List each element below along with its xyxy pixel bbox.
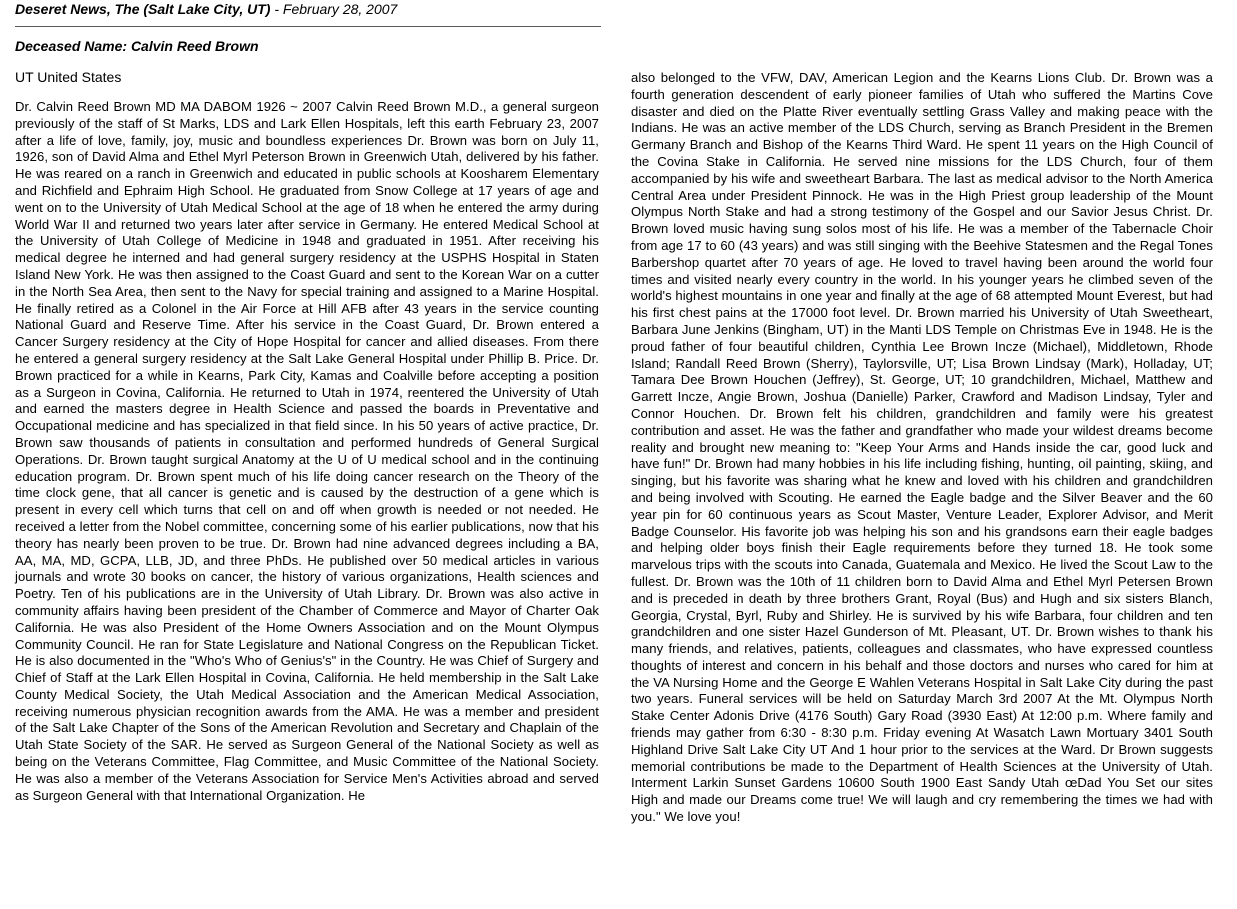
publication-name: Deseret News, The (Salt Lake City, UT) — [15, 1, 271, 17]
article-column-left: Dr. Calvin Reed Brown MD MA DABOM 1926 ~ 2007 Calvin Reed Brown M.D., a general surgeon previously of the staff of St Marks, LDS and Lark Ellen Hospitals, left this earth February 23, 2007 after a life of love, family, joy, music and boundless experiences Dr. Brown was born on July 11, 1926, son of David Alma and Ethel Myrl Peterson Brown in Greenwich Utah, delivered by his father. He was reared on a ranch in Greenwich and educated in public schools at Koosharem Elementary and Richfield and Ephraim High School. He graduated from Snow College at 17 years of age and went on to the University of Utah Medical School at the age of 18 when he entered the army during World War II and returned two years later after service in Germany. He entered Medical School at the University of Utah College of Medicine in 1948 and graduated in 1951. After receiving his medical degree he interned and had general surgery residency at the USPHS Hospital in Staten Island New York. He was then assigned to the Coast Guard and sent to the Korean War on a cutter in the North Sea Area, then sent to the Navy for special training and assigned to a Marine Hospital. He finally retired as a Colonel in the Air Force at Hill AFB after 43 years in the service counting National Guard and Reserve Time. After his service in the Coast Guard, Dr. Brown entered a Cancer Surgery residency at the City of Hope Hospital for cancer and allied diseases. From there he entered a general surgery residency at the Salt Lake General Hospital under Phillip B. Price. Dr. Brown practiced for a while in Kearns, Park City, Kamas and Coalville before accepting a position as a Surgeon in Covina, California. He returned to Utah in 1974, reentered the University of Utah and earned the masters degree in Health Science and passed the boards in Preventative and Occupational medicine and has specialized in that field since. In his 50 years of active practice, Dr. Brown saw thousands of patients in consultation and performed hundreds of General Surgical Operations. Dr. Brown taught surgical Anatomy at the U of U medical school and in the continuing education program. Dr. Brown spent much of his life doing cancer research on the Theory of the time clock gene, that all cancer is genetic and is caused by the destruction of a gene which is present in every cell which turns that cell on and off when growth is needed or not needed. He received a letter from the Nobel committee, concerning some of his earlier publications, now that his theory has nearly been proven to be true. Dr. Brown had nine advanced degrees including a BA, AA, MA, MD, GCPA, LLB, JD, and three PhDs. He published over 50 medical articles in various journals and wrote 30 books on cancer, the history of various organizations, Health sciences and Poetry. Ten of his publications are in the University of Utah Library. Dr. Brown was also active in community affairs having been president of the Chamber of Commerce and Mayor of Charter Oak California. He was also President of the Home Owners Association and on the Mount Olympus Community Council. He ran for State Legislature and National Congress on the Republican Ticket. He is also documented in the "Who's Who of Genius's" in the Country. He was Chief of Surgery and Chief of Staff at the Lark Ellen Hospital in Covina, California. He held membership in the Salt Lake County Medical Society, the Utah Medical Association and the American Medical Association, receiving numerous physician recognition awards from the AMA. He was a member and president of the Salt Lake Chapter of the Sons of the American Revolution and Secretary and Chaplain of the Utah State Society of the SAR. He served as Surgeon General of the National Society as well as being on the Veterans Committee, Flag Committee, and Music Committee of the National Society. He was also a member of the Veterans Association for Service Men's Activities abroad and served as Surgeon General with that International Organization. He — [15, 99, 599, 803]
publication-header — [15, 1, 397, 17]
header-separator: - — [274, 1, 280, 17]
deceased-name: Deceased Name: Calvin Reed Brown — [15, 38, 259, 54]
location-line: UT United States — [15, 69, 122, 85]
article-column-right: also belonged to the VFW, DAV, American Legion and the Kearns Lions Club. Dr. Brown was a fourth generation descendent of early pioneer families of Utah who suffered the Martins Cove disaster and died on the Platte River eventually settling Grass Valley and making peace with the Indians. He was an active member of the LDS Church, serving as Branch President in the Bremen Germany Branch and Bishop of the Kearns Third Ward. He spent 11 years on the High Council of the Covina Stake in California. He served nine missions for the LDS Church, four of them accompanied by his wife and sweetheart Barbara. The last as medical advisor to the North America Central Area under President Pinnock. He was in the High Priest group leadership of the Mount Olympus North Stake and had a strong testimony of the Gospel and our Savior Jesus Christ. Dr. Brown loved music having sung solos most of his life. He was a member of the Tabernacle Choir from age 17 to 60 (43 years) and was still singing with the Beehive Statesmen and the Regal Tones Barbershop quartet after 70 years of age. He loved to travel having been around the world four times and visited nearly every country in the world. In his younger years he climbed seven of the world's highest mountains in one year and finally at the age of 68 attempted Mount Everest, but had his first chest pains at the 17000 foot level. Dr. Brown married his University of Utah Sweetheart, Barbara June Jenkins (Bingham, UT) in the Manti LDS Temple on Christmas Eve in 1948. He is the proud father of four beautiful children, Cynthia Lee Brown Incze (Michael), Middletown, Rhode Island; Randall Reed Brown (Sherry), Taylorsville, UT; Lisa Brown Lindsay (Mark), Holladay, UT; Tamara Dee Brown Houchen (Jeffrey), St. George, UT; 10 grandchildren, Michael, Matthew and Garrett Incze, Angie Brown, Joshua (Danielle) Parker, Crawford and Madison Lindsay, Tyler and Connor Houchen. Dr. Brown felt his children, grandchildren and family were his greatest contribution and asset. He was the father and grandfather who made your wildest dreams become reality and brought new meaning to: "Keep Your Arms and Hands inside the car, good luck and have fun!" Dr. Brown had many hobbies in his life including fishing, hunting, oil painting, skiing, and singing, but his favorite was sharing what he knew and loved with his children and grandchildren and being involved with Scouting. He earned the Eagle badge and the Silver Beaver and the 60 year pin for 60 continuous years as Scout Master, Venture Leader, Explorer Advisor, and Merit Badge Counselor. His favorite job was helping his son and his grandsons earn their eagle badges and helping older boys finish their Eagle requirements before they turned 18. He took some marvelous trips with the scouts into Canada, Guatemala and Mexico. He lived the Scout Law to the fullest. Dr. Brown was the 10th of 11 children born to David Alma and Ethel Myrl Petersen Brown and is preceded in death by three brothers Grant, Royal (Bus) and Hugh and six sisters Blanch, Georgia, Crystal, Byrl, Ruby and Shirley. He is survived by his wife Barbara, four children and ten grandchildren and one sister Hazel Gunderson of Mt. Pleasant, UT. Dr. Brown wishes to thank his many friends, and relatives, patients, colleagues and classmates, who have expressed countless thoughts of interest and concern in his behalf and those doctors and nurses who cared for him at the VA Nursing Home and the George E Wahlen Veterans Hospital in Salt Lake City during the past two years. Funeral services will be held on Saturday March 3rd 2007 At the Mt. Olympus North Stake Center Adonis Drive (4176 South) Gary Road (3930 East) At 12:00 p.m. Where family and friends may gather from 6:30 - 8:30 p.m. Friday evening At Wasatch Lawn Mortuary 3401 South Highland Drive Salt Lake City UT And 1 hour prior to the services at the Ward. Dr Brown suggests memorial contributions be made to the Department of Health Sciences at the University of Utah. Interment Larkin Sunset Gardens 10600 South 1900 East Sandy Utah œDad You Set our sites High and made our Dreams come true! We will laugh and cry remembering the times we had with you." We love you! — [631, 70, 1213, 825]
header-divider — [15, 26, 601, 27]
publication-date: February 28, 2007 — [282, 1, 398, 17]
